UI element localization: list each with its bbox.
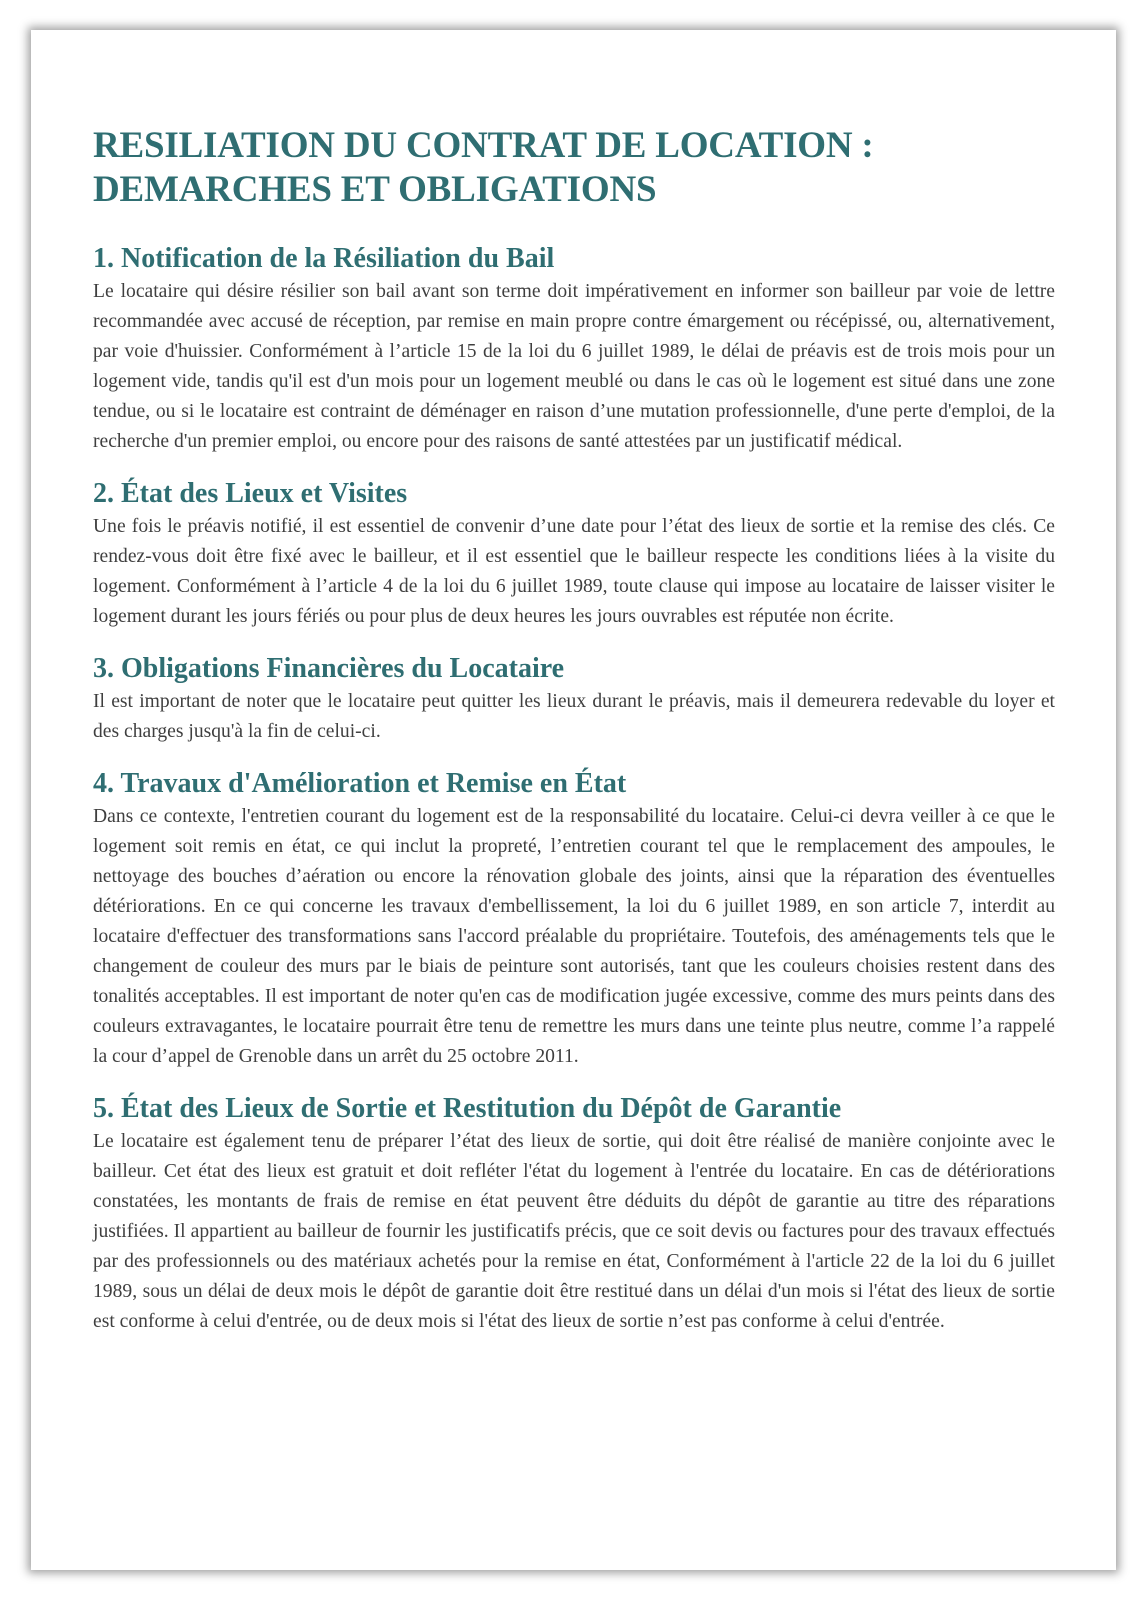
section-heading: 3. Obligations Financières du Locataire [93,653,565,684]
document-page [31,30,1116,1570]
section-body: Il est important de noter que le locataire peut quitter les lieux durant le préavis, mais il demeurera redevable du loyer et des charges jusqu'à la fin de celui-ci. [93,691,1055,742]
section-body: Dans ce contexte, l'entretien courant du logement est de la responsabilité du locataire. Celui-ci devra veiller à ce que le logement soit remis en état, ce qui inclut la propreté, l’entretien courant tel que le remplacement des ampoules, le nettoyage des bouches d’aération ou encore la rénovation globale des joints, ainsi que la réparation des éventuelles détériorations. En ce qui concerne les travaux d'embellissement, la loi du 6 juillet 1989, en son article 7, interdit au locataire d'effectuer des transformations sans l'accord préalable du propriétaire. Toutefois, des aménagements tels que le changement de couleur des murs par le biais de peinture sont autorisés, tant que les couleurs choisies restent dans des tonalités acceptables. Il est important de noter qu'en cas de modification jugée excessive, comme des murs peints dans des couleurs extravagantes, le locataire pourrait être tenu de remettre les murs dans une teinte plus neutre, comme l’a rappelé la cour d’appel de Grenoble dans un arrêt du 25 octobre 2011. [93,806,1055,1067]
section-travaux [93,767,1055,1072]
section-heading: 5. État des Lieux de Sortie et Restitution du Dépôt de Garantie [93,1093,842,1124]
section-body: Le locataire qui désire résilier son bail avant son terme doit impérativement en informer son bailleur par voie de lettre recommandée avec accusé de réception, par remise en main propre contre émargement ou récépissé, ou, alternativement, par voie d'huissier. Conformément à l’article 15 de la loi du 6 juillet 1989, le délai de préavis est de trois mois pour un logement vide, tandis qu'il est d'un mois pour un logement meublé ou dans le cas où le logement est situé dans une zone tendue, ou si le locataire est contraint de déménager en raison d’une mutation professionnelle, d'une perte d'emploi, de la recherche d'un premier emploi, ou encore pour des raisons de santé attestées par un justificatif médical. [93,281,1055,452]
section-etat-des-lieux-visites [93,477,1055,632]
section-notification [93,242,1055,457]
section-body: Une fois le préavis notifié, il est essentiel de convenir d’une date pour l’état des lieux de sortie et la remise des clés. Ce rendez-vous doit être fixé avec le bailleur, et il est essentiel que le bailleur respecte les conditions liées à la visite du logement. Conformément à l’article 4 de la loi du 6 juillet 1989, toute clause qui impose au locataire de laisser visiter le logement durant les jours fériés ou pour plus de deux heures les jours ouvrables est réputée non écrite. [93,516,1055,627]
section-heading: 1. Notification de la Résiliation du Bail [93,243,555,274]
section-heading: 2. État des Lieux et Visites [93,478,408,509]
document-title: RESILIATION DU CONTRAT DE LOCATION : DEMARCHES ET OBLIGATIONS [93,125,874,210]
section-obligations-financieres [93,652,1055,747]
section-depot-de-garantie [93,1092,1055,1337]
section-heading: 4. Travaux d'Amélioration et Remise en État [93,768,627,799]
section-body: Le locataire est également tenu de préparer l’état des lieux de sortie, qui doit être réalisé de manière conjointe avec le bailleur. Cet état des lieux est gratuit et doit refléter l'état du logement à l'entrée du locataire. En cas de détériorations constatées, les montants de frais de remise en état peuvent être déduits du dépôt de garantie au titre des réparations justifiées. Il appartient au bailleur de fournir les justificatifs précis, que ce soit devis ou factures pour des travaux effectués par des professionnels ou des matériaux achetés pour la remise en état, Conformément à l'article 22 de la loi du 6 juillet 1989, sous un délai de deux mois le dépôt de garantie doit être restitué dans un délai d'un mois si l'état des lieux de sortie est conforme à celui d'entrée, ou de deux mois si l'état des lieux de sortie n’est pas conforme à celui d'entrée. [93,1131,1055,1332]
